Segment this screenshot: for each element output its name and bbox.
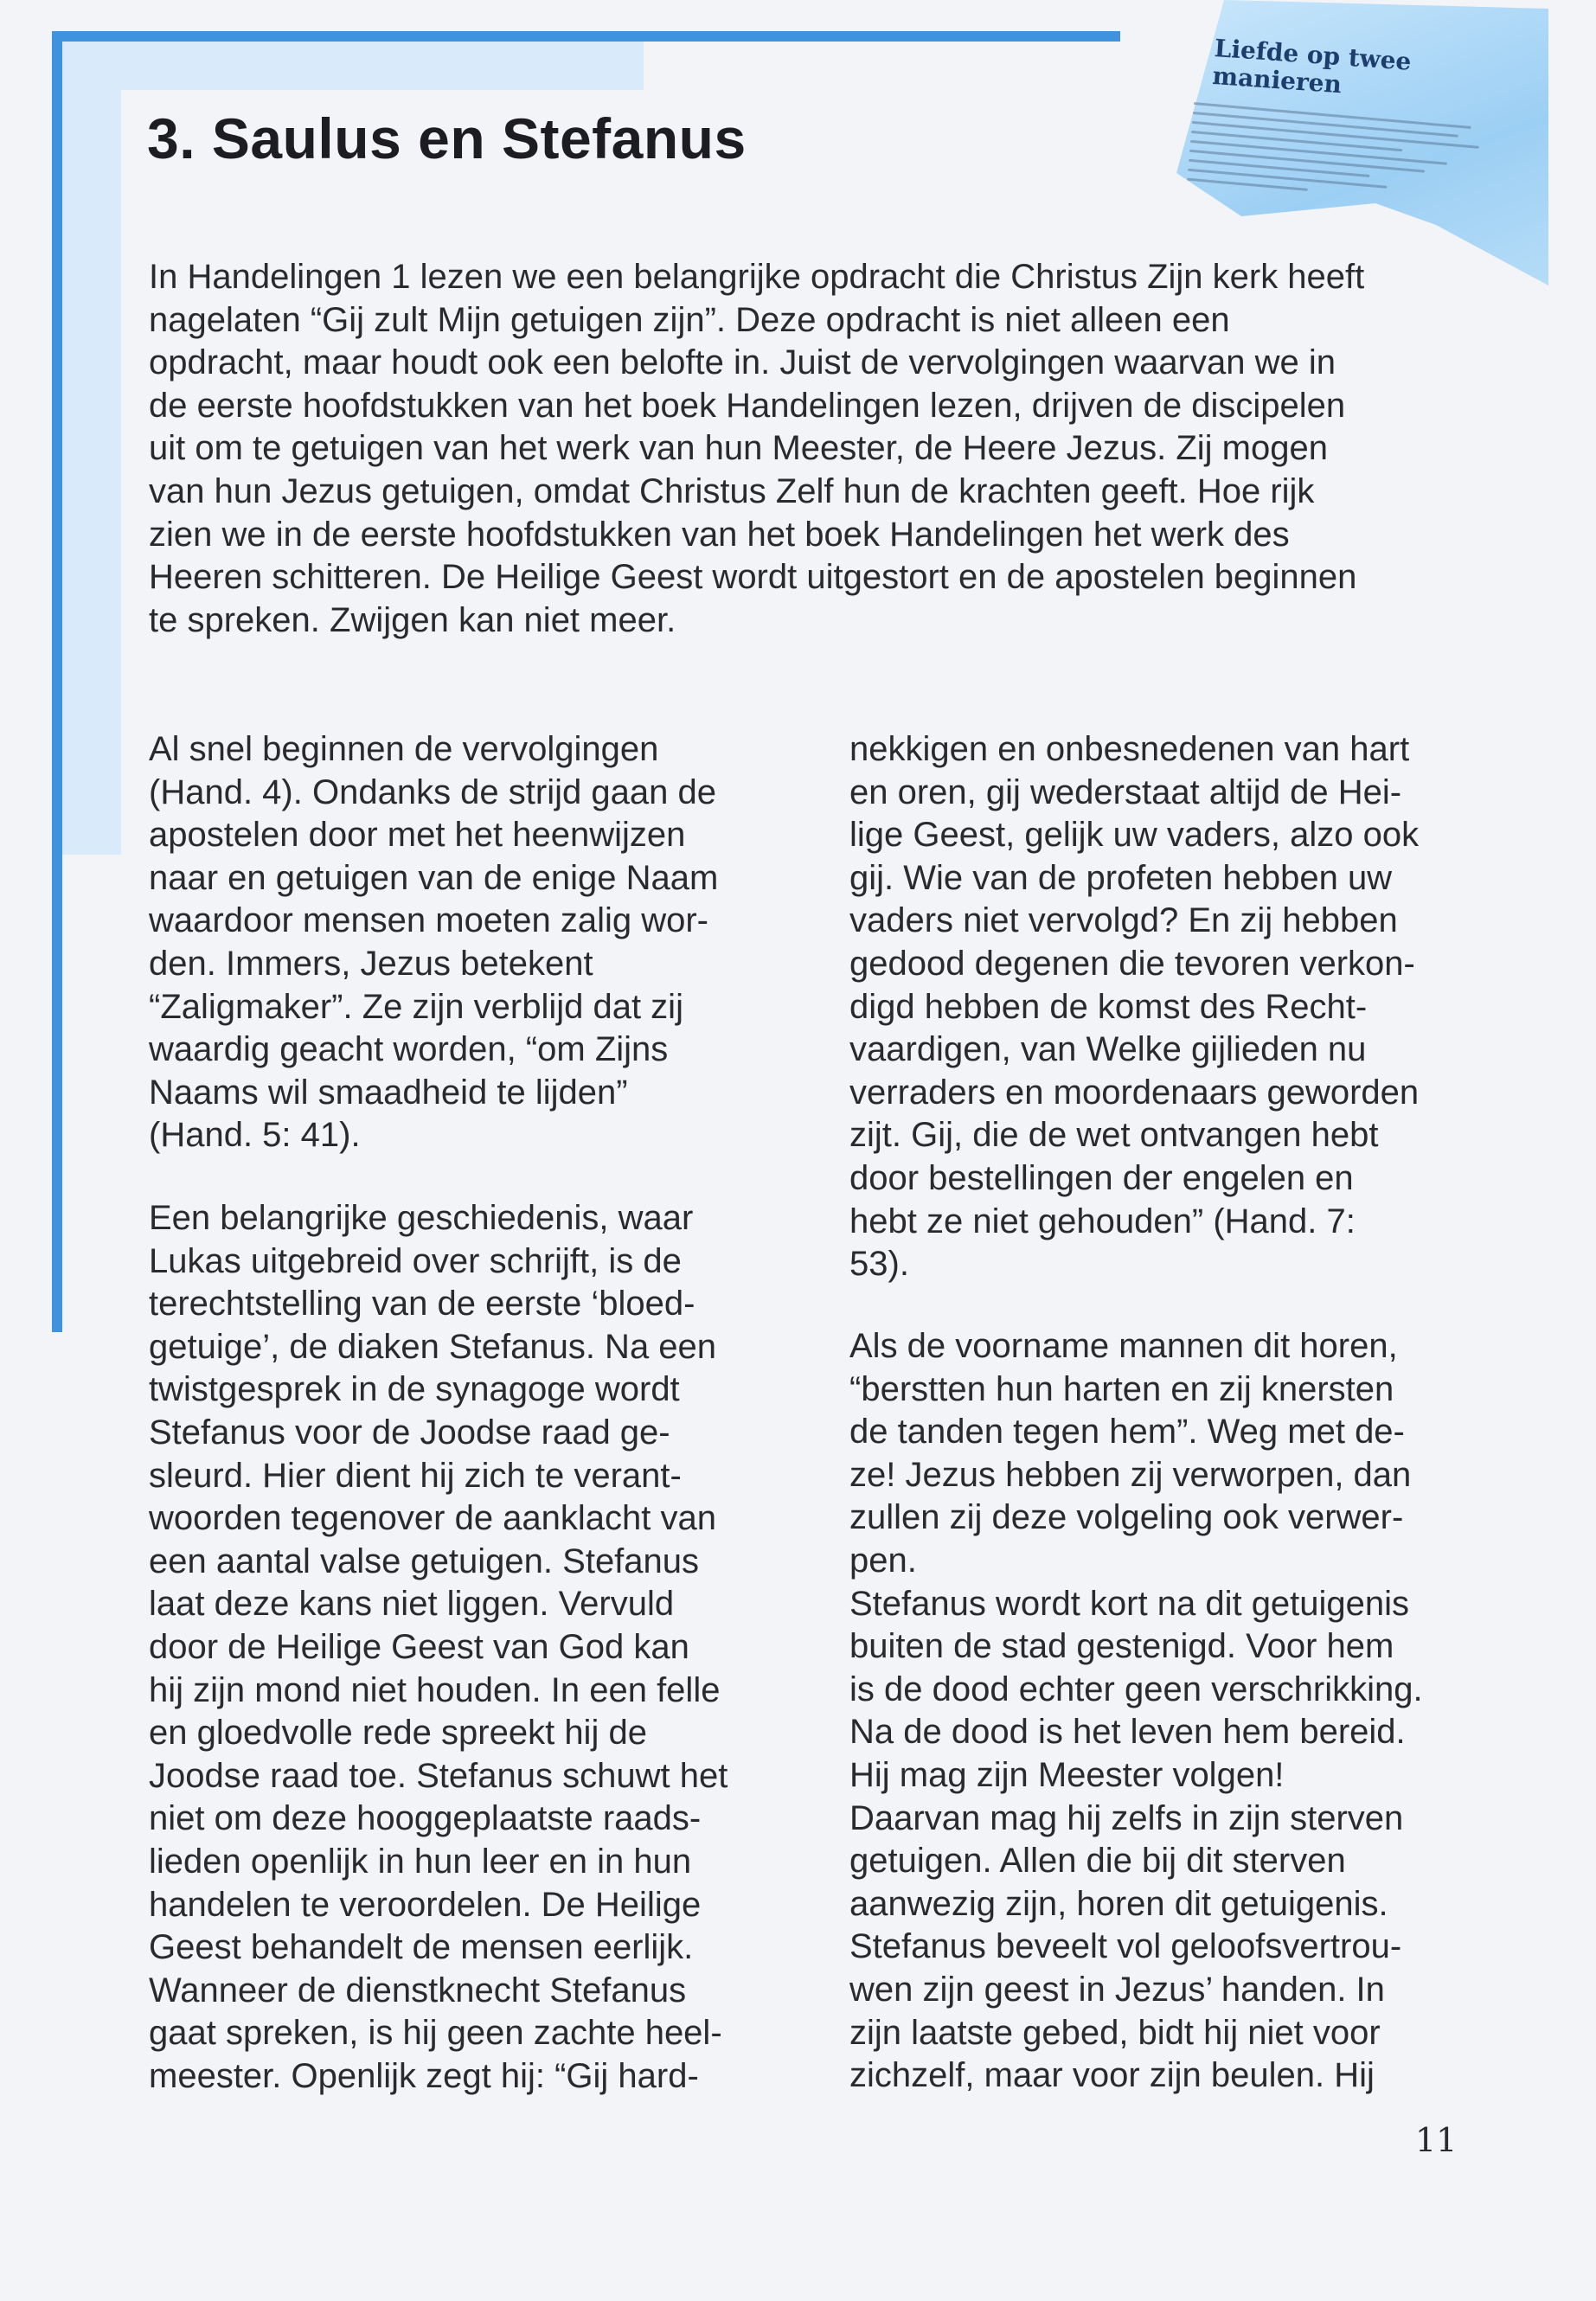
column-left-paragraph-2: Een belangrijke geschiedenis, waar Lukas uitgebreid over schrijft, is de terechtstelling van de eerste ‘bloed- getuige’, de diaken Stefanus. Na een twistgesprek in de synagoge wordt Stefanus voor de Joodse raad ge- sleurd. Hier dient hij zich te verant- woorden tegenover de aanklacht van een aantal valse getuigen. Stefanus laat deze kans niet liggen. Vervuld door de Heilige Geest van God kan hij zijn mond niet houden. In een felle en gloedvolle rede spreekt hij de Joodse raad toe. Stefanus schuwt het niet om deze hooggeplaatste raads- lieden openlijk in hun leer en in hun handelen te veroordelen. De Heilige Geest behandelt de mensen eerlijk. Wanneer de dienstknecht Stefanus gaat spreken, is hij geen zachte heel- meester. Openlijk zegt hij: “Gij hard- [149, 1199, 728, 2095]
left-accent-bar [52, 31, 62, 1332]
column-left-paragraph-1: Al snel beginnen de vervolgingen (Hand. 4). Ondanks de strijd gaan de apostelen door met het heenwijzen naar en getuigen van de enige Naam waardoor mensen moeten zalig wor- den. Immers, Jezus betekent “Zaligmaker”. Ze zijn verblijd dat zij waardig geacht worden, “om Zijns Naams wil smaadheid te lijden” (Hand. 5: 41). [149, 730, 719, 1155]
column-right-paragraph-2: Als de voorname mannen dit horen, “berstten hun harten en zij knersten de tanden tegen hem”. Weg met de- ze! Jezus hebben zij verworpen, dan zullen zij deze volgeling ook verwer- pen. Stefanus wordt kort na dit getuigenis buiten de stad gestenigd. Voor hem is de dood echter geen verschrikking. Na de dood is het leven hem bereid. Hij mag zijn Meester volgen! Daarvan mag hij zelfs in zijn sterven getuigen. Allen die bij dit sterven aanwezig zijn, horen dit getuigenis. Stefanus beveelt vol geloofsvertrou- wen zijn geest in Jezus’ handen. In zijn laatste gebed, bidt hij niet voor zichzelf, maar voor zijn beulen. Hij [849, 1327, 1423, 2095]
title-background-band [62, 42, 644, 90]
intro-paragraph: In Handelingen 1 lezen we een belangrijke opdracht die Christus Zijn kerk heeft nagelaten “Gij zult Mijn getuigen zijn”. Deze opdracht is niet alleen een opdracht, maar houdt ook een belofte in. Juist de vervolgingen waarvan we in de eerste hoofdstukken van het boek Handelingen lezen, drijven de discipelen uit om te getuigen van het werk van hun Meester, de Heere Jezus. Zij mogen van hun Jezus getuigen, omdat Christus Zelf hun de krachten geeft. Hoe rijk zien we in de eerste hoofdstukken van het boek Handelingen het werk des Heeren schitteren. De Heilige Geest wordt uitgestort en de apostelen beginnen te spreken. Zwijgen kan niet meer. [149, 258, 1365, 639]
column-right-paragraph-1: nekkigen en onbesnedenen van hart en oren, gij wederstaat altijd de Hei- lige Geest, gelijk uw vaders, alzo ook gij. Wie van de profeten hebben uw vaders niet vervolgd? En zij hebben gedood degenen die tevoren verkon- digd hebben de komst des Recht- vaardigen, van Welke gijlieden nu verraders en moordenaars geworden zijt. Gij, die de wet ontvangen hebt door bestellingen der engelen en hebt ze niet gehouden” (Hand. 7: 53). [849, 730, 1420, 1284]
side-background-band [62, 42, 121, 855]
sidebar-card-title: Liefde op twee manieren [1211, 34, 1413, 99]
page-title: 3. Saulus en Stefanus [147, 106, 747, 170]
sidebar-card-fine-print [1183, 102, 1496, 258]
top-accent-bar [52, 31, 1120, 42]
page-number: 11 [1415, 2121, 1458, 2159]
